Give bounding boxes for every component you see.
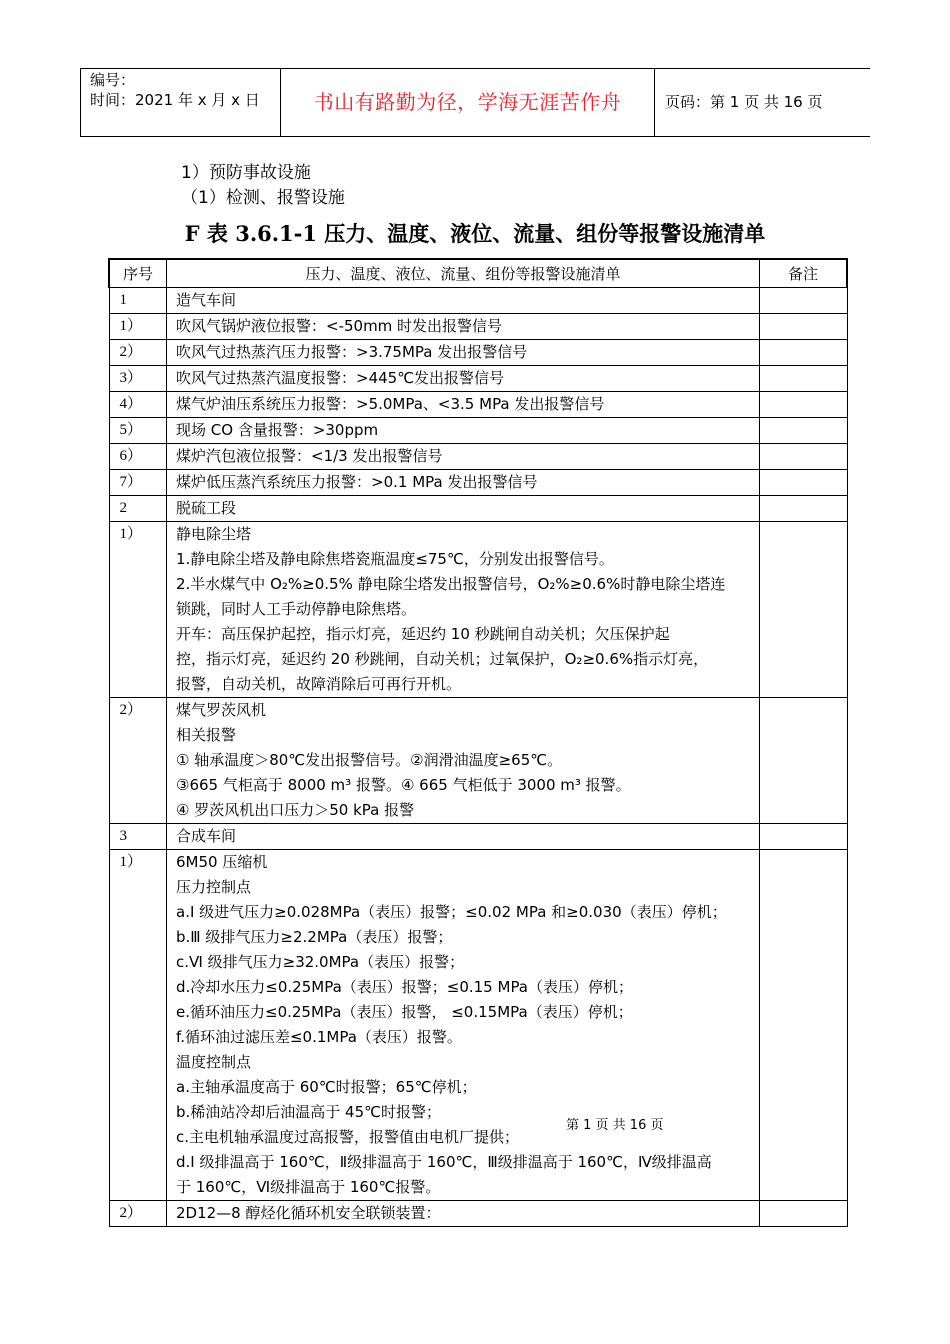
row-seq: 3 — [109, 824, 167, 850]
row-remarks — [760, 522, 848, 698]
content-line: 开车：高压保护起控，指示灯亮，延迟约 10 秒跳闸自动关机；欠压保护起 — [176, 625, 670, 643]
row-remarks — [760, 470, 848, 496]
row-content — [167, 366, 760, 392]
content-line: 静电除尘塔 — [176, 525, 252, 543]
content-line: 1.静电除尘塔及静电除焦塔瓷瓶温度≤75℃，分别发出报警信号。 — [176, 550, 614, 568]
row-seq: 7） — [109, 470, 167, 496]
row-remarks — [760, 850, 848, 1201]
content-line: 压力控制点 — [176, 878, 252, 896]
row-seq: 1） — [109, 850, 167, 1201]
row-content — [167, 288, 760, 314]
table-row — [109, 522, 847, 698]
table-row — [109, 418, 847, 444]
content-line: 2.半水煤气中 O₂%≥0.5% 静电除尘塔发出报警信号，O₂%≥0.6%时静电除尘塔连 — [176, 575, 726, 593]
table-row — [109, 366, 847, 392]
content-line: c.Ⅵ 级排气压力≥32.0MPa（表压）报警； — [176, 953, 465, 971]
row-seq: 2） — [109, 698, 167, 824]
section-heading: 1）预防事故设施 — [181, 163, 311, 183]
table-row — [109, 850, 847, 1201]
row-seq: 2） — [109, 1201, 167, 1227]
content-line: 煤炉低压蒸汽系统压力报警：>0.1 MPa 发出报警信号 — [176, 473, 538, 491]
table-row — [109, 444, 847, 470]
table-row — [109, 340, 847, 366]
row-content — [167, 314, 760, 340]
content-line: 现场 CO 含量报警：>30ppm — [176, 421, 379, 439]
row-content — [167, 824, 760, 850]
table-row — [109, 496, 847, 522]
row-content — [167, 698, 760, 824]
content-line: e.循环油压力≤0.25MPa（表压）报警， ≤0.15MPa（表压）停机； — [176, 1003, 633, 1021]
content-line: ③665 气柜高于 8000 m³ 报警。④ 665 气柜低于 3000 m³ 报警。 — [176, 776, 631, 794]
content-line: 合成车间 — [176, 827, 237, 845]
row-remarks — [760, 366, 848, 392]
content-line: 于 160℃，Ⅵ级排温高于 160℃报警。 — [176, 1178, 441, 1196]
content-line: a.主轴承温度高于 60℃时报警；65℃停机； — [176, 1078, 477, 1096]
row-remarks — [760, 288, 848, 314]
subsection-heading: （1）检测、报警设施 — [181, 188, 345, 208]
content-line: 6M50 压缩机 — [176, 853, 268, 871]
row-seq: 3） — [109, 366, 167, 392]
content-line: b.稀油站冷却后油温高于 45℃时报警； — [176, 1103, 441, 1121]
content-line: f.循环油过滤压差≤0.1MPa（表压）报警。 — [176, 1028, 462, 1046]
content-line: ① 轴承温度＞80℃发出报警信号。②润滑油温度≥65℃。 — [176, 751, 563, 769]
table-row — [109, 1201, 847, 1227]
table-header-row — [109, 259, 847, 288]
content-line: 温度控制点 — [176, 1053, 252, 1071]
content-line: ④ 罗茨风机出口压力＞50 kPa 报警 — [176, 801, 415, 819]
content-line: 控，指示灯亮，延迟约 20 秒跳闸，自动关机；过氧保护，O₂≥0.6%指示灯亮， — [176, 650, 709, 668]
row-content — [167, 850, 760, 1201]
header-page-number: 页码：第 1 页 共 16 页 — [665, 93, 823, 111]
content-line: b.Ⅲ 级排气压力≥2.2MPa（表压）报警； — [176, 928, 453, 946]
row-content — [167, 522, 760, 698]
row-content — [167, 444, 760, 470]
content-line: d.Ⅰ 级排温高于 160℃，Ⅱ级排温高于 160℃，Ⅲ级排温高于 160℃，Ⅳ级排温高 — [176, 1153, 712, 1171]
row-seq: 2） — [109, 340, 167, 366]
row-content — [167, 392, 760, 418]
table-row — [109, 314, 847, 340]
page-header — [80, 68, 870, 137]
content-line: 报警，自动关机，故障消除后可再行开机。 — [176, 675, 462, 693]
table-row — [109, 824, 847, 850]
content-line: d.冷却水压力≤0.25MPa（表压）报警；≤0.15 MPa（表压）停机； — [176, 978, 634, 996]
content-line: 吹风气过热蒸汽温度报警：>445℃发出报警信号 — [176, 369, 505, 387]
row-remarks — [760, 314, 848, 340]
motto-text: 书山有路勤为径，学海无涯苦作舟 — [313, 90, 622, 114]
row-seq: 5） — [109, 418, 167, 444]
row-content — [167, 340, 760, 366]
header-list: 压力、温度、液位、流量、组份等报警设施清单 — [167, 259, 760, 288]
row-seq: 1） — [109, 314, 167, 340]
row-seq: 1 — [109, 288, 167, 314]
row-content — [167, 470, 760, 496]
row-seq: 2 — [109, 496, 167, 522]
row-remarks — [760, 340, 848, 366]
alarm-facilities-table — [108, 258, 848, 1227]
header-remarks: 备注 — [760, 259, 848, 288]
content-line: c.主电机轴承温度过高报警，报警值由电机厂提供； — [176, 1128, 520, 1146]
table-title: F 表 3.6.1-1 压力、温度、液位、流量、组份等报警设施清单 — [184, 221, 766, 246]
row-seq: 1） — [109, 522, 167, 698]
document-number-label: 编号： — [90, 71, 136, 89]
row-content — [167, 418, 760, 444]
row-seq: 4） — [109, 392, 167, 418]
header-meta-cell — [80, 69, 281, 136]
content-line: 脱硫工段 — [176, 499, 237, 517]
table-row — [109, 392, 847, 418]
content-line: 造气车间 — [176, 291, 237, 309]
row-seq: 6） — [109, 444, 167, 470]
table-row — [109, 698, 847, 824]
table-row — [109, 288, 847, 314]
content-line: 煤炉汽包液位报警：<1/3 发出报警信号 — [176, 447, 443, 465]
header-page-cell — [655, 69, 870, 136]
content-line: 煤气炉油压系统压力报警：>5.0MPa、<3.5 MPa 发出报警信号 — [176, 395, 605, 413]
row-remarks — [760, 496, 848, 522]
page-footer: 第 1 页 共 16 页 — [564, 1114, 665, 1133]
content-line: 吹风气过热蒸汽压力报警：>3.75MPa 发出报警信号 — [176, 343, 528, 361]
row-remarks — [760, 392, 848, 418]
content-line: 相关报警 — [176, 726, 237, 744]
content-line: 煤气罗茨风机 — [176, 701, 267, 719]
content-line: a.Ⅰ 级进气压力≥0.028MPa（表压）报警；≤0.02 MPa 和≥0.030（表压）停机； — [176, 903, 727, 921]
row-remarks — [760, 824, 848, 850]
row-remarks — [760, 698, 848, 824]
row-remarks — [760, 444, 848, 470]
row-content — [167, 1201, 760, 1227]
row-remarks — [760, 1201, 848, 1227]
table-row — [109, 470, 847, 496]
row-remarks — [760, 418, 848, 444]
content-line: 吹风气锅炉液位报警：<-50mm 时发出报警信号 — [176, 317, 503, 335]
content-line: 锁跳，同时人工手动停静电除焦塔。 — [176, 600, 417, 618]
header-seq: 序号 — [109, 259, 167, 288]
document-date-label: 时间：2021 年 x 月 x 日 — [90, 91, 260, 109]
row-content — [167, 496, 760, 522]
header-motto-cell — [281, 69, 655, 136]
content-line: 2D12—8 醇烃化循环机安全联锁装置： — [176, 1204, 441, 1222]
